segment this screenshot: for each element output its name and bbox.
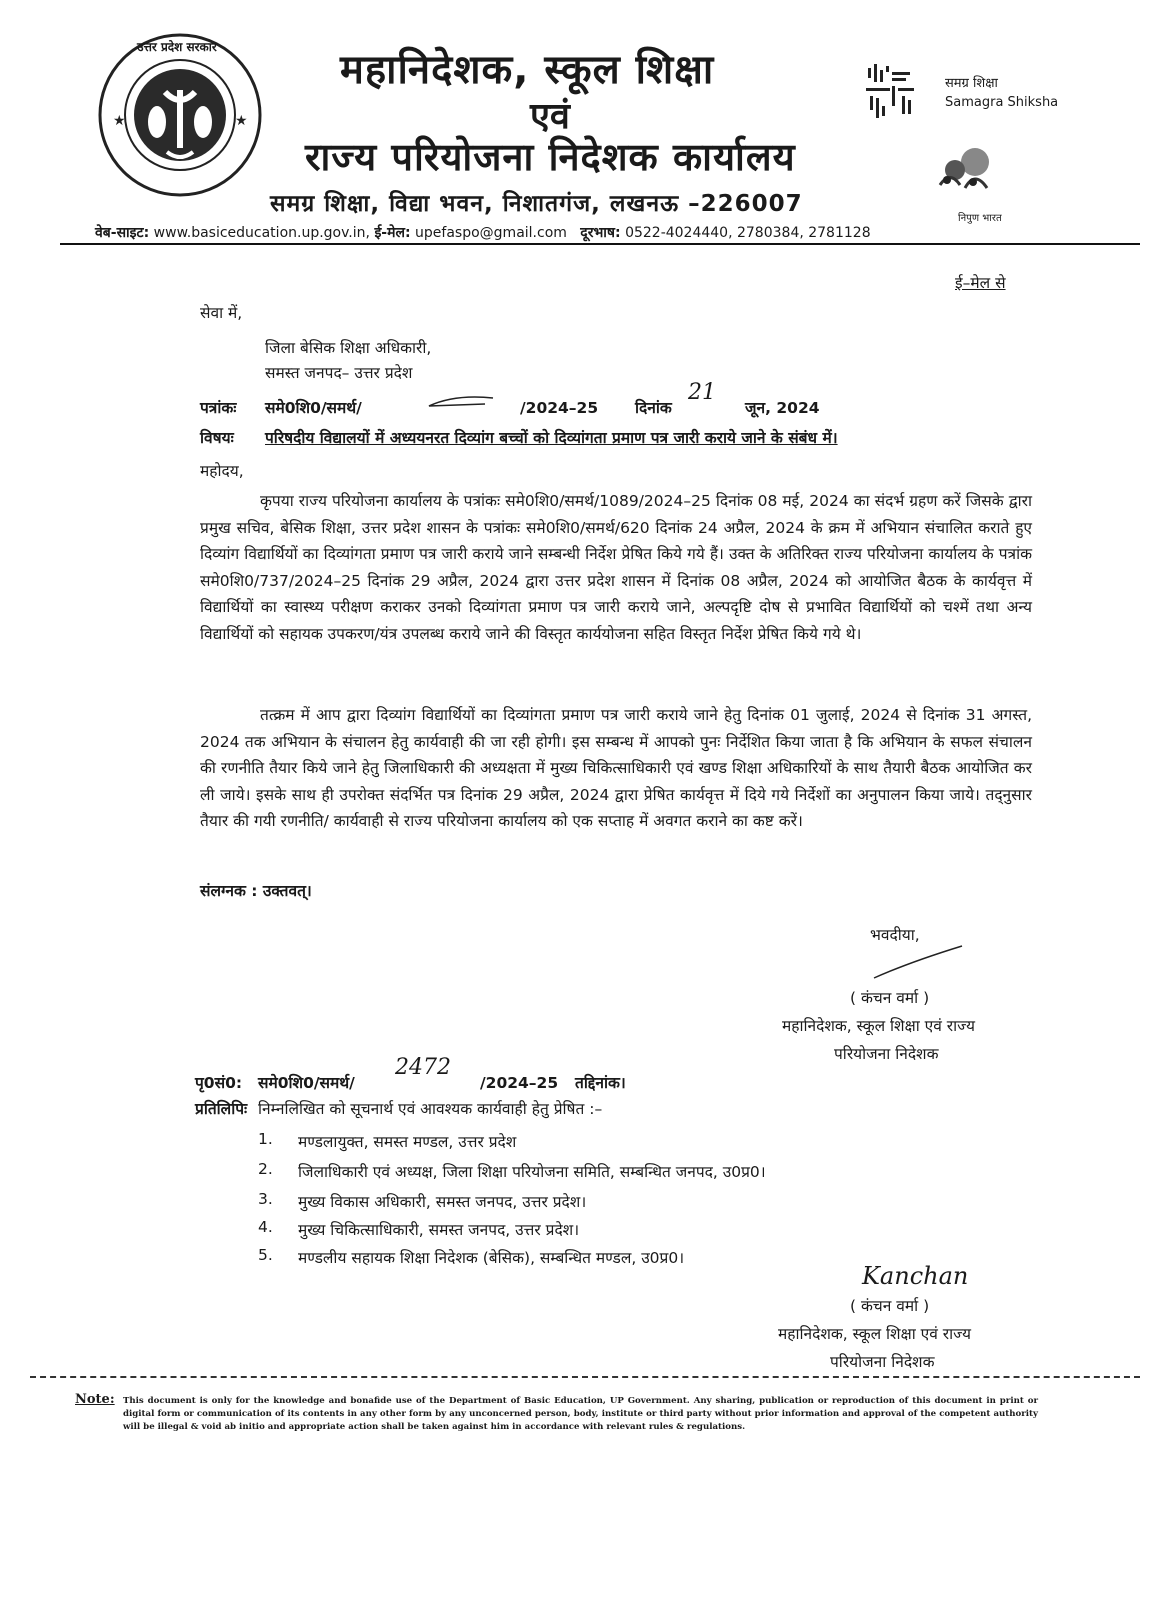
- by-email-label: ई–मेल से: [955, 274, 1006, 292]
- copy-item-num: 2.: [258, 1160, 273, 1178]
- paragraph-2: तत्क्रम में आप द्वारा दिव्यांग विद्यार्थियों का दिव्यांगता प्रमाण पत्र जारी कराये जाने हेतु दिनांक 01 जुलाई, 2024 से दिनांक 31 अगस्त, 2024 तक अभियान के संचालन हेतु कार्यवाही की जा रही होगी। इस सम्बन्ध में आपको पुनः निर्देशित किया जाता है कि अभियान के सफल संचालन की रणनीति तैयार किये जाने हेतु जिलाधिकारी की अध्यक्षता में मुख्य चिकित्साधिकारी एवं खण्ड शिक्षा अधिकारियों के साथ तैयारी बैठक आयोजित कर ली जाये। इसके साथ ही उपरोक्त संदर्भित पत्र दिनांक 29 अप्रैल, 2024 द्वारा प्रेषित कार्यवृत्त में दिये गये निर्देशों का अनुपालन किया जाये। तद्नुसार तैयार की गयी रणनीति/ कार्यवाही से राज्य परियोजना कार्यालय को एक सप्ताह में अवगत कराने का कष्ट करें।: [200, 706, 1032, 830]
- phone-label: दूरभाष:: [580, 225, 621, 241]
- copy-signatory-name: ( कंचन वर्मा ): [850, 1297, 930, 1315]
- signature-stroke: [870, 942, 970, 986]
- samagra-shiksha-label: [945, 74, 1058, 112]
- date-label: दिनांक: [635, 399, 672, 417]
- copy-item: [258, 1130, 517, 1151]
- copy-item-text: मुख्य विकास अधिकारी, समस्त जनपद, उत्तर प्रदेश।: [298, 1193, 587, 1211]
- copy-intro: निम्नलिखित को सूचनार्थ एवं आवश्यक कार्यवाही हेतु प्रेषित :–: [258, 1100, 603, 1118]
- copy-item-num: 1.: [258, 1130, 273, 1148]
- header-address: समग्र शिक्षा, विद्या भवन, निशातगंज, लखनऊ –226007: [270, 191, 803, 217]
- ref-year: /2024–25: [520, 399, 599, 417]
- signatory-title2: परियोजना निदेशक: [834, 1045, 939, 1063]
- ref-number-stroke: [425, 392, 495, 416]
- to-label: सेवा में,: [200, 304, 243, 322]
- header-divider: [60, 243, 1140, 245]
- copy-item-text: जिलाधिकारी एवं अध्यक्ष, जिला शिक्षा परियोजना समिति, सम्बन्धित जनपद, उ0प्र0।: [298, 1163, 766, 1181]
- copy-ref-year: /2024–25: [480, 1074, 559, 1092]
- footer-note-label: Note:: [75, 1392, 115, 1407]
- recipient-line2: समस्त जनपद– उत्तर प्रदेश: [265, 364, 413, 382]
- date-rest: जून, 2024: [745, 399, 820, 417]
- copy-item-num: 4.: [258, 1218, 273, 1236]
- copy-label: प्रतिलिपिः: [195, 1100, 248, 1118]
- footer-divider: [30, 1376, 1140, 1378]
- copy-signatory-title2: परियोजना निदेशक: [830, 1353, 935, 1371]
- svg-text:★: ★: [113, 113, 126, 129]
- copy-signatory-title1: महानिदेशक, स्कूल शिक्षा एवं राज्य: [778, 1325, 971, 1343]
- copy-item: [258, 1246, 685, 1267]
- signatory-title1: महानिदेशक, स्कूल शिक्षा एवं राज्य: [782, 1017, 975, 1035]
- up-govt-emblem: [95, 30, 265, 200]
- emblem-text: उत्तर प्रदेश सरकार: [137, 40, 217, 54]
- closing-text: भवदीया,: [870, 926, 920, 944]
- copy-item: [258, 1218, 580, 1239]
- header-title-line3: राज्य परियोजना निदेशक कार्यालय: [305, 135, 796, 179]
- email-link[interactable]: upefaspo@gmail.com: [415, 225, 567, 241]
- date-handwritten: 21: [688, 380, 716, 405]
- svg-text:★: ★: [235, 113, 248, 129]
- subject-text: परिषदीय विद्यालयों में अध्ययनरत दिव्यांग बच्चों को दिव्यांगता प्रमाण पत्र जारी कराये जाने के संबंध में।: [265, 429, 838, 447]
- nipun-bharat-logo-icon: [925, 140, 1005, 210]
- header-title-line2: एवं: [530, 96, 570, 137]
- copy-item-num: 3.: [258, 1190, 273, 1208]
- footer-note-text: This document is only for the knowledge and bonafide use of the Department of Basic Education, UP Government. Any sharing, publication or reproduction of this document in print or digital form or communication of its contents in any other form by any unconcerned person, body, institute or third party without prior information and approval of the competent authority will be illegal & void ab initio and appropriate action shall be taken against him in accordance with relevant rules & regulations.: [123, 1396, 1038, 1432]
- samagra-english: Samagra Shiksha: [945, 95, 1059, 110]
- copy-ref-prefix: समे0शि0/समर्थ/: [258, 1074, 355, 1092]
- signatory-name: ( कंचन वर्मा ): [850, 989, 930, 1007]
- copy-ref-handwritten: 2472: [395, 1055, 451, 1080]
- email-label: ई-मेल:: [374, 225, 411, 241]
- website-label: वेब-साइट:: [95, 225, 150, 241]
- website-link[interactable]: www.basiceducation.up.gov.in,: [153, 225, 370, 241]
- subject-label: विषयः: [200, 429, 234, 447]
- nipun-bharat-label: निपुण भारत: [958, 213, 1002, 224]
- copy-ref-label: पृ0सं0:: [195, 1074, 243, 1092]
- recipient-line1: जिला बेसिक शिक्षा अधिकारी,: [265, 339, 432, 357]
- copy-item-text: मण्डलायुक्त, समस्त मण्डल, उत्तर प्रदेश: [298, 1133, 517, 1151]
- salutation: महोदय,: [200, 462, 244, 480]
- copy-item-text: मुख्य चिकित्साधिकारी, समस्त जनपद, उत्तर प्रदेश।: [298, 1221, 580, 1239]
- contact-line: [95, 223, 871, 242]
- copy-ref-date: तद्दिनांक।: [575, 1074, 626, 1092]
- enclosure-line: संलग्नक : उक्तवत्।: [200, 882, 312, 900]
- ref-prefix: समे0शि0/समर्थ/: [265, 399, 362, 417]
- samagra-logo-icon: [862, 62, 922, 122]
- samagra-hindi: समग्र शिक्षा: [945, 76, 998, 91]
- header-title-line1: महानिदेशक, स्कूल शिक्षा: [340, 47, 715, 93]
- copy-signature-script: Kanchan: [862, 1262, 969, 1290]
- copy-item-text: मण्डलीय सहायक शिक्षा निदेशक (बेसिक), सम्बन्धित मण्डल, उ0प्र0।: [298, 1249, 685, 1267]
- paragraph-1: कृपया राज्य परियोजना कार्यालय के पत्रांकः समे0शि0/समर्थ/1089/2024–25 दिनांक 08 मई, 2024 का संदर्भ ग्रहण करें जिसके द्वारा प्रमुख सचिव, बेसिक शिक्षा, उत्तर प्रदेश शासन के पत्रांकः समे0शि0/समर्थ/620 दिनांक 24 अप्रैल, 2024 के क्रम में अभियान संचालित कराते हुए दिव्यांग विद्यार्थियों का दिव्यांगता प्रमाण पत्र जारी कराये जाने सम्बन्धी निर्देश प्रेषित किये गये हैं। उक्त के अतिरिक्त राज्य परियोजना कार्यालय के पत्रांक समे0शि0/737/2024–25 दिनांक 29 अप्रैल, 2024 द्वारा उत्तर प्रदेश शासन में दिनांक 08 अप्रैल, 2024 को आयोजित बैठक के कार्यवृत्त में विद्यार्थियों का स्वास्थ्य परीक्षण कराकर उनको दिव्यांगता प्रमाण पत्र जारी कराये जाने, अल्पदृष्टि दोष से प्रभावित विद्यार्थियों को चश्में तथा अन्य विद्यार्थियों को सहायक उपकरण/यंत्र उपलब्ध कराये जाने की विस्तृत कार्ययोजना सहित विस्तृत निर्देश प्रेषित किये गये थे।: [200, 492, 1032, 643]
- copy-item: [258, 1190, 587, 1211]
- copy-item-num: 5.: [258, 1246, 273, 1264]
- phone-numbers: 0522-4024440, 2780384, 2781128: [625, 225, 871, 241]
- ref-label: पत्रांकः: [200, 399, 237, 417]
- copy-item: [258, 1160, 766, 1181]
